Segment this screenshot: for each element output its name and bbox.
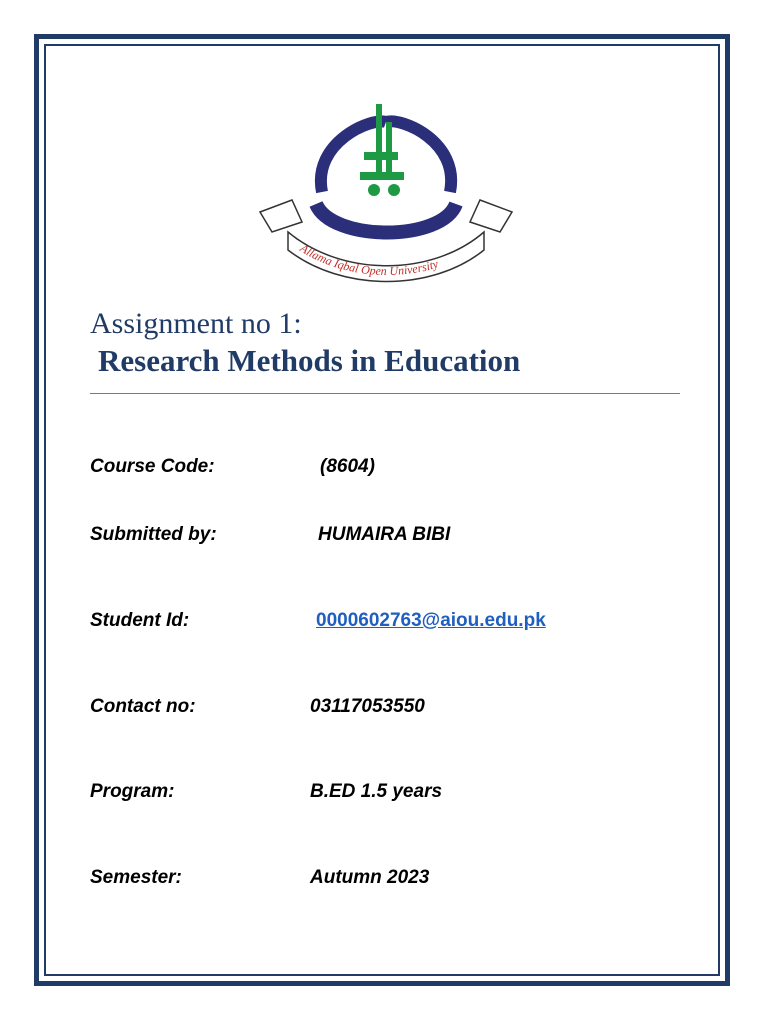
course-title: Research Methods in Education (98, 343, 521, 378)
title-divider (90, 393, 680, 394)
semester-row (90, 867, 690, 897)
student-id-row (90, 610, 690, 640)
program-value: B.ED 1.5 years (310, 781, 443, 802)
student-id-label: Student Id: (90, 610, 190, 631)
program-row (90, 781, 690, 811)
course-code-label: Course Code: (90, 456, 215, 477)
assignment-heading: Assignment no 1: (90, 307, 302, 340)
course-code-value: (8604) (320, 456, 375, 477)
title-block (90, 306, 680, 380)
submitted-by-label: Submitted by: (90, 524, 217, 545)
student-id-email-link[interactable]: 0000602763@aiou.edu.pk (316, 610, 546, 631)
course-code-row (90, 456, 690, 486)
submitted-by-row (90, 524, 690, 554)
logo-banner-text: Allama Iqbal Open University (297, 240, 440, 279)
submitted-by-value: HUMAIRA BIBI (318, 524, 451, 545)
semester-value: Autumn 2023 (310, 867, 430, 888)
contact-row (90, 696, 690, 726)
university-logo (252, 92, 520, 292)
contact-value: 03117053550 (310, 696, 425, 717)
program-label: Program: (90, 781, 175, 802)
contact-label: Contact no: (90, 696, 196, 717)
semester-label: Semester: (90, 867, 182, 888)
